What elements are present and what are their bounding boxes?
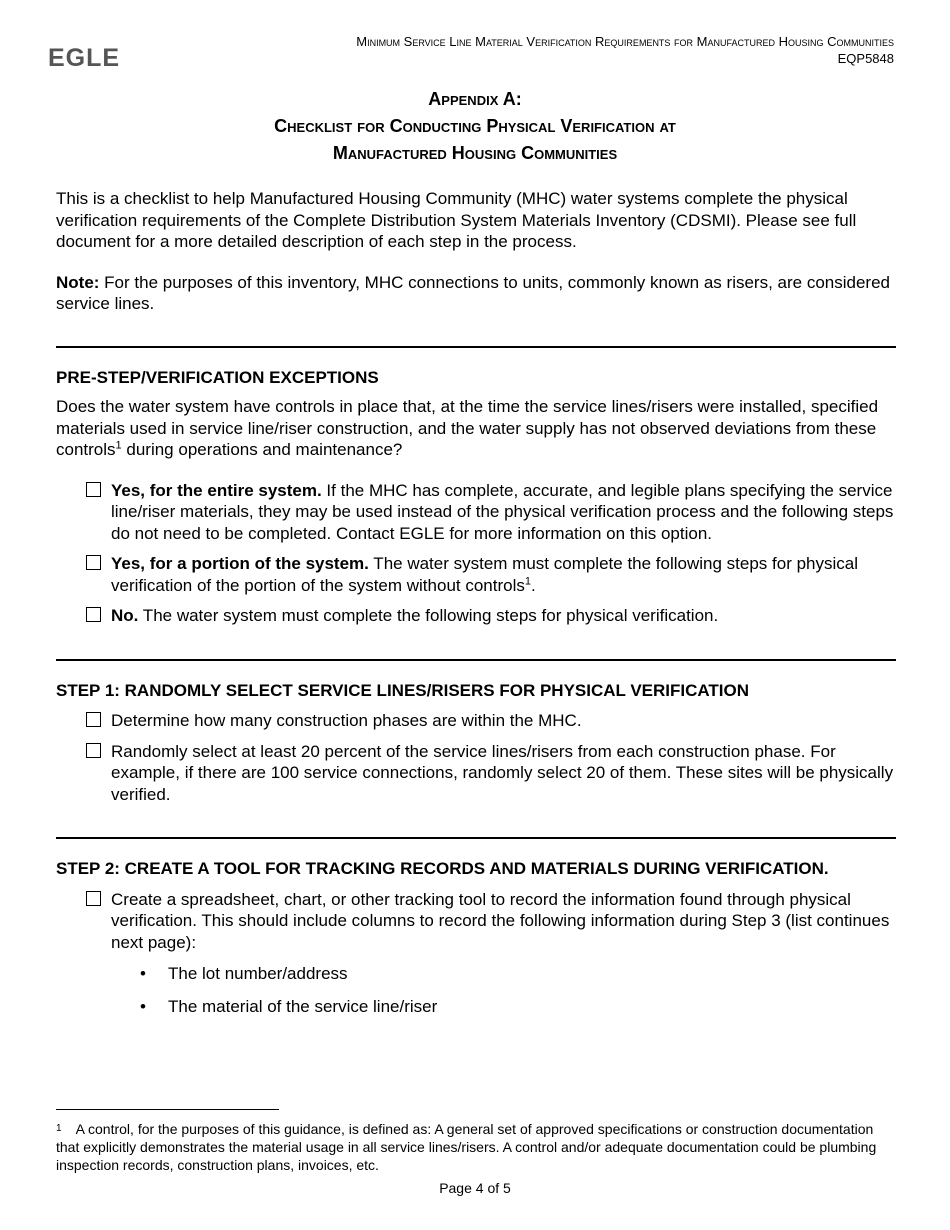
checklist-item-text: Create a spreadsheet, chart, or other tracking tool to record the information found through physical verification. This should include columns to record the following information during Step 3 (list continues next page): [111,889,890,952]
appendix-title [0,86,950,167]
pre-step-heading: PRE-STEP/VERIFICATION EXCEPTIONS [56,367,379,387]
bullet-icon: • [140,964,146,983]
option-entire-system [56,480,896,545]
pre-step-question [56,396,896,461]
footnote-ref: 1 [115,439,122,452]
appendix-label: Appendix A: [428,89,522,109]
footnote-number: 1 [56,1123,62,1134]
footnote-text: A control, for the purposes of this guidance, is defined as: A general set of approved specifications or construction documentation that explicitly demonstrates the material usage in all service lines/risers. A control and/or adequate documentation could be plumbing inspection records, construction plans, invoices, etc. [56,1121,877,1173]
step2-item-tracking-tool [56,889,896,954]
option-label: Yes, for a portion of the system. [111,554,369,573]
list-item [56,996,896,1018]
checklist-item-text: Randomly select at least 20 percent of the service lines/risers from each construction phase. For example, if there are 100 service connections, randomly select 20 of them. These sites will be physically verified. [111,741,894,804]
list-item [56,963,896,985]
step1-item-phases [56,710,896,732]
option-text: The water system must complete the following steps for physical verification of the portion of the system without controls [111,554,859,595]
pre-step-question-text: Does the water system have controls in place that, at the time the service lines/risers were installed, specified materials used in service line/riser construction, and the water supply has not observed deviations from these controls [56,397,879,459]
document-header [356,33,894,67]
bullet-text: The lot number/address [168,964,348,983]
checkbox[interactable] [86,607,101,622]
footnote-separator [56,1109,279,1110]
footnote [56,1120,886,1174]
page-number: Page 4 of 5 [439,1180,511,1196]
appendix-title-line-2: Manufactured Housing Communities [332,143,618,163]
bullet-icon: • [140,996,146,1016]
document-title: Minimum Service Line Material Verification Requirements for Manufactured Housing Communities [356,34,894,49]
intro-paragraph: This is a checklist to help Manufactured Housing Community (MHC) water systems complete the physical verification requirements of the Complete Distribution System Materials Inventory (CDSMI). Please see full document for a more detailed description of each step in the process. [56,189,857,251]
checklist-item-text: Determine how many construction phases are within the MHC. [111,711,582,730]
checkbox[interactable] [86,891,101,906]
checkbox[interactable] [86,712,101,727]
option-portion-of-system [56,553,896,596]
checkbox[interactable] [86,482,101,497]
section-divider [56,659,896,661]
option-text-end: . [531,575,536,595]
checkbox[interactable] [86,743,101,758]
note-label: Note: [56,272,100,292]
document-code: EQP5848 [837,51,894,66]
checkbox[interactable] [86,555,101,570]
option-text: The water system must complete the following steps for physical verification. [138,606,719,625]
step1-item-random-select [56,741,896,806]
step1-heading: STEP 1: RANDOMLY SELECT SERVICE LINES/RISERS FOR PHYSICAL VERIFICATION [56,680,750,700]
section-divider [56,346,896,348]
footnote-ref: 1 [524,574,531,587]
egle-logo: EGLE [48,44,121,72]
option-no [56,605,896,627]
option-label: Yes, for the entire system. [111,480,322,500]
pre-step-question-end: during operations and maintenance? [121,440,403,459]
option-text: If the MHC has complete, accurate, and legible plans specifying the service line/riser materials, they may be used instead of the physical verification process and the following steps do not need to be completed. Contact EGLE for more information on this option. [111,480,894,543]
appendix-title-line-1: Checklist for Conducting Physical Verification at [274,116,676,136]
bullet-text: The material of the service line/riser [168,996,438,1016]
note-paragraph [56,272,896,315]
option-label: No. [111,606,139,625]
section-divider [56,837,896,839]
note-text: For the purposes of this inventory, MHC connections to units, commonly known as risers, are considered service lines. [56,272,890,313]
step2-heading: STEP 2: CREATE A TOOL FOR TRACKING RECORDS AND MATERIALS DURING VERIFICATION. [56,859,829,878]
checklist-body [56,188,896,1017]
